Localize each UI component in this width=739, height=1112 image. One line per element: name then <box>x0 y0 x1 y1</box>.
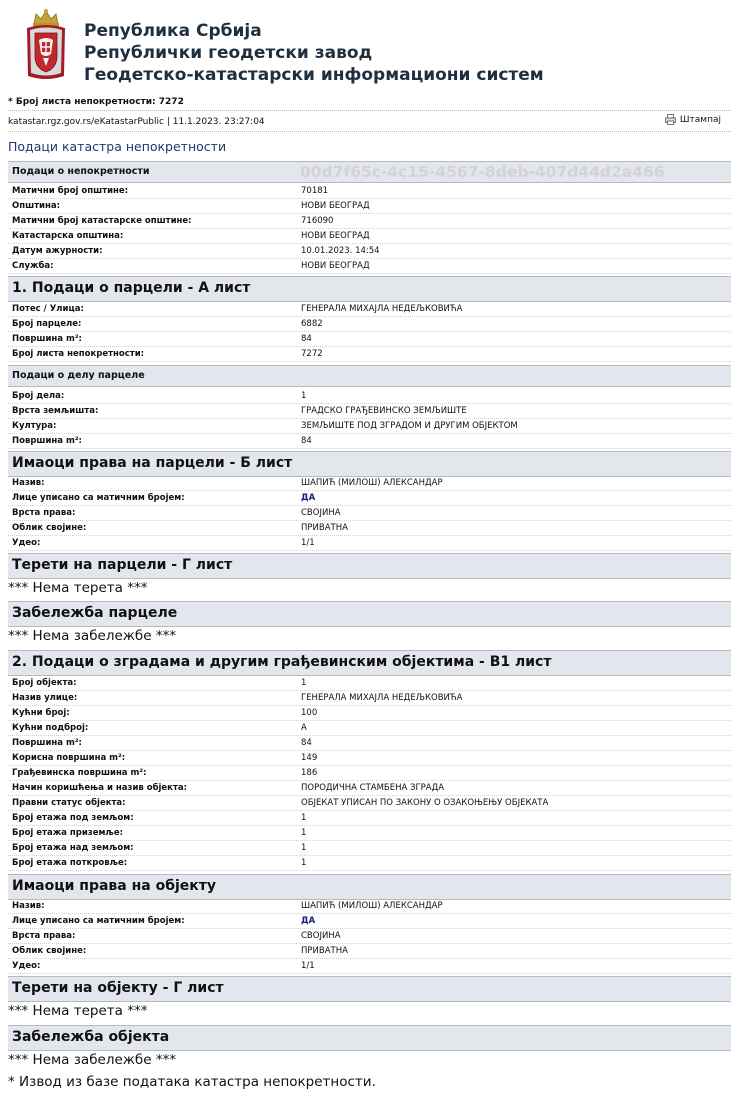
row-value: ПРИВАТНА <box>301 523 348 533</box>
row-value: ОБЈЕКАТ УПИСАН ПО ЗАКОНУ О ОЗАКОЊЕЊУ ОБЈЕКАТА <box>301 798 549 808</box>
row-label: Кућни број: <box>12 708 70 718</box>
row-label: Облик својине: <box>12 523 87 533</box>
table-row <box>8 476 731 491</box>
row-value: 70181 <box>301 186 329 196</box>
table-row <box>8 751 731 766</box>
buildings-section-header <box>8 650 731 676</box>
row-value: 1/1 <box>301 538 315 548</box>
row-label: Број етажа приземље: <box>12 828 124 838</box>
table-row <box>8 826 731 841</box>
table-row <box>8 929 731 944</box>
table-row <box>8 691 731 706</box>
row-label: Лице уписано са матичним бројем: <box>12 493 185 503</box>
table-row <box>8 736 731 751</box>
table-row <box>8 676 731 691</box>
section-title: Забележба парцеле <box>12 605 178 621</box>
table-row <box>8 259 731 274</box>
table-row <box>8 796 731 811</box>
row-value: ДА <box>301 916 316 926</box>
section-title: Имаоци права на објекту <box>12 878 217 894</box>
row-value: 7272 <box>301 349 323 359</box>
section-title: Терети на парцели - Г лист <box>12 557 233 573</box>
row-label: Удео: <box>12 538 41 548</box>
row-label: Матични број катастарске општине: <box>12 216 192 226</box>
row-value: ГРАДСКО ГРАЂЕВИНСКО ЗЕМЉИШТЕ <box>301 406 467 416</box>
row-label: Врста права: <box>12 931 76 941</box>
row-label: Број етажа под земљом: <box>12 813 134 823</box>
row-value: 1/1 <box>301 961 315 971</box>
row-label: Број парцеле: <box>12 319 82 329</box>
row-value: ГЕНЕРАЛА МИХАЈЛА НЕДЕЉКОВИЋА <box>301 693 463 703</box>
coat-of-arms-icon <box>24 6 68 82</box>
row-value: 1 <box>301 391 307 401</box>
row-value: 84 <box>301 738 312 748</box>
row-value: 186 <box>301 768 318 778</box>
row-value: ШАПИЋ (МИЛОШ) АЛЕКСАНДАР <box>301 901 443 911</box>
row-value: НОВИ БЕОГРАД <box>301 231 370 241</box>
row-label: Општина: <box>12 201 61 211</box>
building-burdens-section-header <box>8 976 731 1002</box>
section-title: Подаци о делу парцеле <box>12 370 145 381</box>
row-label: Површина m²: <box>12 334 82 344</box>
row-value: НОВИ БЕОГРАД <box>301 261 370 271</box>
table-row <box>8 781 731 796</box>
section-title: 1. Подаци о парцели - А лист <box>12 280 251 296</box>
row-value: 716090 <box>301 216 334 226</box>
section-title: Имаоци права на парцели - Б лист <box>12 455 293 471</box>
row-value: А <box>301 723 307 733</box>
row-label: Број објекта: <box>12 678 77 688</box>
row-label: Лице уписано са матичним бројем: <box>12 916 185 926</box>
row-value: ПОРОДИЧНА СТАМБЕНА ЗГРАДА <box>301 783 445 793</box>
table-row <box>8 766 731 781</box>
row-label: Број дела: <box>12 391 65 401</box>
row-value: 100 <box>301 708 318 718</box>
row-label: Врста земљишта: <box>12 406 99 416</box>
parcel-burdens-section-header <box>8 553 731 579</box>
row-value: 6882 <box>301 319 323 329</box>
row-value: 1 <box>301 828 307 838</box>
row-label: Корисна површина m²: <box>12 753 126 763</box>
parcel-notes-section-header <box>8 601 731 627</box>
row-value: СВОЈИНА <box>301 931 341 941</box>
section-title: Забележба објекта <box>12 1029 170 1045</box>
row-label: Удео: <box>12 961 41 971</box>
row-label: Назив: <box>12 901 45 911</box>
header-title-system: Геодетско-катастарски информациони систем <box>84 65 544 85</box>
row-label: Грађевинска површина m²: <box>12 768 147 778</box>
table-row <box>8 317 731 332</box>
table-row <box>8 389 731 404</box>
row-label: Правни статус објекта: <box>12 798 126 808</box>
table-row <box>8 536 731 551</box>
row-value: ШАПИЋ (МИЛОШ) АЛЕКСАНДАР <box>301 478 443 488</box>
row-value: СВОЈИНА <box>301 508 341 518</box>
printer-icon <box>665 114 676 125</box>
page-title: Подаци катастра непокретности <box>8 139 227 154</box>
table-row <box>8 214 731 229</box>
parcel-owners-section-header <box>8 451 731 477</box>
row-label: Број етажа поткровље: <box>12 858 128 868</box>
table-row <box>8 506 731 521</box>
building-owners-section-header <box>8 874 731 900</box>
header-title-institute: Републички геодетски завод <box>84 43 373 63</box>
building-notes-text: *** Нема забележбе *** <box>8 1052 177 1068</box>
row-label: Назив улице: <box>12 693 78 703</box>
row-value: НОВИ БЕОГРАД <box>301 201 370 211</box>
property-uuid: 00d7f65c-4c15-4567-8deb-407d44d2a466 <box>300 163 665 181</box>
parcel-notes-text: *** Нема забележбе *** <box>8 628 177 644</box>
row-value: 1 <box>301 858 307 868</box>
row-label: Потес / Улица: <box>12 304 84 314</box>
property-section-header <box>8 161 731 183</box>
table-row <box>8 244 731 259</box>
row-label: Облик својине: <box>12 946 87 956</box>
divider <box>8 131 731 132</box>
section-title: Подаци о непокретности <box>12 166 150 177</box>
table-row <box>8 199 731 214</box>
row-value: ГЕНЕРАЛА МИХАЈЛА НЕДЕЉКОВИЋА <box>301 304 463 314</box>
footer-note: * Извод из базе података катастра непокретности. <box>8 1074 376 1090</box>
row-value: 10.01.2023. 14:54 <box>301 246 380 256</box>
table-row <box>8 302 731 317</box>
row-value: 1 <box>301 813 307 823</box>
row-label: Број етажа над земљом: <box>12 843 134 853</box>
row-label: Површина m²: <box>12 436 82 446</box>
row-label: Култура: <box>12 421 57 431</box>
table-row <box>8 899 731 914</box>
table-row <box>8 434 731 449</box>
table-row <box>8 332 731 347</box>
row-value: 84 <box>301 436 312 446</box>
header-title-republic: Република Србија <box>84 21 262 41</box>
print-label: Штампај <box>679 114 721 125</box>
section-title: 2. Подаци о зградама и другим грађевинским објектима - В1 лист <box>12 654 552 670</box>
row-label: Матични број општине: <box>12 186 129 196</box>
table-row <box>8 856 731 871</box>
row-label: Врста права: <box>12 508 76 518</box>
row-value: ПРИВАТНА <box>301 946 348 956</box>
row-label: Катастарска општина: <box>12 231 124 241</box>
row-label: Назив: <box>12 478 45 488</box>
divider <box>8 110 731 111</box>
table-row <box>8 841 731 856</box>
row-value: 1 <box>301 678 307 688</box>
row-value: 1 <box>301 843 307 853</box>
print-button[interactable] <box>665 114 721 125</box>
row-label: Кућни подброј: <box>12 723 89 733</box>
row-label: Датум ажурности: <box>12 246 103 256</box>
table-row <box>8 944 731 959</box>
table-row <box>8 721 731 736</box>
building-notes-section-header <box>8 1025 731 1051</box>
list-number-line: * Број листа непокретности: 7272 <box>8 97 184 107</box>
table-row <box>8 914 731 929</box>
table-row <box>8 811 731 826</box>
row-value: ЗЕМЉИШТЕ ПОД ЗГРАДОМ И ДРУГИМ ОБЈЕКТОМ <box>301 421 518 431</box>
table-row <box>8 959 731 974</box>
row-label: Број листа непокретности: <box>12 349 145 359</box>
table-row <box>8 184 731 199</box>
page-header <box>24 6 724 88</box>
row-value: 149 <box>301 753 318 763</box>
table-row <box>8 706 731 721</box>
row-label: Површина m²: <box>12 738 82 748</box>
building-burdens-text: *** Нема терета *** <box>8 1003 148 1019</box>
table-row <box>8 419 731 434</box>
table-row <box>8 491 731 506</box>
source-line: katastar.rgz.gov.rs/eKatastarPublic | 11.1.2023. 23:27:04 <box>8 117 265 127</box>
row-label: Служба: <box>12 261 54 271</box>
row-value: ДА <box>301 493 316 503</box>
section-title: Терети на објекту - Г лист <box>12 980 224 996</box>
row-label: Начин коришћења и назив објекта: <box>12 783 188 793</box>
parcel-part-section-header <box>8 365 731 387</box>
parcel-burdens-text: *** Нема терета *** <box>8 580 148 596</box>
table-row <box>8 229 731 244</box>
table-row <box>8 404 731 419</box>
table-row <box>8 347 731 362</box>
table-row <box>8 521 731 536</box>
row-value: 84 <box>301 334 312 344</box>
parcel-section-header <box>8 276 731 302</box>
